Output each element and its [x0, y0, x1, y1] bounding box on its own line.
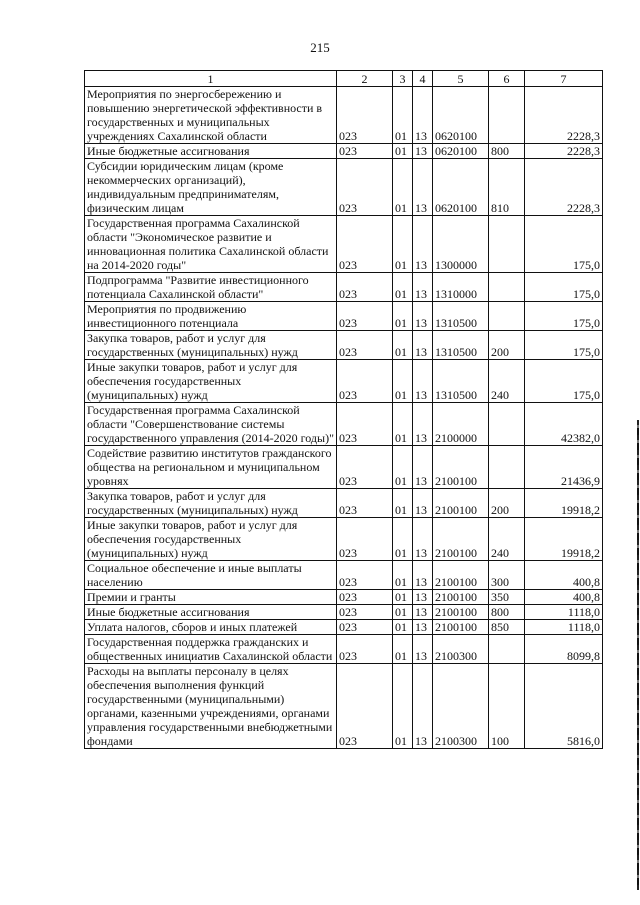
budget-table	[84, 70, 603, 749]
target-article-cell: 2100100	[433, 605, 489, 620]
amount-cell: 2228,3	[525, 159, 603, 216]
subsection-cell: 13	[413, 635, 433, 664]
expense-name-cell: Субсидии юридическим лицам (кроме некоммерческих организаций), индивидуальным предпринимателям, физическим лицам	[85, 159, 337, 216]
amount-cell: 175,0	[525, 273, 603, 302]
section-cell: 01	[393, 590, 413, 605]
target-article-cell: 0620100	[433, 87, 489, 144]
expense-name-cell: Закупка товаров, работ и услуг для государственных (муниципальных) нужд	[85, 489, 337, 518]
table-row	[85, 87, 603, 144]
subsection-cell: 13	[413, 302, 433, 331]
expense-type-cell: 200	[489, 331, 525, 360]
code-cell: 023	[337, 216, 393, 273]
page-number: 215	[310, 40, 330, 55]
section-cell: 01	[393, 273, 413, 302]
table-body	[85, 87, 603, 749]
table-row	[85, 331, 603, 360]
column-header: 2	[337, 71, 393, 87]
expense-name-cell: Содействие развитию институтов гражданского общества на региональном и муниципальном уровнях	[85, 446, 337, 489]
table-row	[85, 403, 603, 446]
table-row	[85, 159, 603, 216]
target-article-cell: 1310500	[433, 360, 489, 403]
target-article-cell: 2100100	[433, 518, 489, 561]
expense-name-cell: Мероприятия по энергосбережению и повышению энергетической эффективности в государственных и муниципальных учреждениях Сахалинской области	[85, 87, 337, 144]
target-article-cell: 1300000	[433, 216, 489, 273]
expense-type-cell	[489, 302, 525, 331]
expense-type-cell: 300	[489, 561, 525, 590]
subsection-cell: 13	[413, 664, 433, 749]
code-cell: 023	[337, 360, 393, 403]
section-cell: 01	[393, 446, 413, 489]
section-cell: 01	[393, 605, 413, 620]
target-article-cell: 2100100	[433, 620, 489, 635]
table-row	[85, 273, 603, 302]
amount-cell: 42382,0	[525, 403, 603, 446]
code-cell: 023	[337, 605, 393, 620]
expense-type-cell: 800	[489, 605, 525, 620]
target-article-cell: 0620100	[433, 159, 489, 216]
code-cell: 023	[337, 403, 393, 446]
expense-name-cell: Государственная программа Сахалинской области "Совершенствование системы государственного управления (2014-2020 годы)"	[85, 403, 337, 446]
subsection-cell: 13	[413, 87, 433, 144]
expense-name-cell: Премии и гранты	[85, 590, 337, 605]
expense-type-cell: 810	[489, 159, 525, 216]
code-cell: 023	[337, 620, 393, 635]
table-row	[85, 635, 603, 664]
subsection-cell: 13	[413, 144, 433, 159]
table-row	[85, 446, 603, 489]
subsection-cell: 13	[413, 489, 433, 518]
subsection-cell: 13	[413, 561, 433, 590]
scan-edge-artifact	[637, 420, 639, 890]
subsection-cell: 13	[413, 159, 433, 216]
expense-type-cell	[489, 87, 525, 144]
table-row	[85, 518, 603, 561]
amount-cell: 175,0	[525, 302, 603, 331]
subsection-cell: 13	[413, 216, 433, 273]
expense-name-cell: Иные бюджетные ассигнования	[85, 605, 337, 620]
code-cell: 023	[337, 273, 393, 302]
target-article-cell: 1310000	[433, 273, 489, 302]
expense-type-cell: 800	[489, 144, 525, 159]
code-cell: 023	[337, 635, 393, 664]
column-header: 7	[525, 71, 603, 87]
amount-cell: 21436,9	[525, 446, 603, 489]
section-cell: 01	[393, 561, 413, 590]
amount-cell: 19918,2	[525, 518, 603, 561]
expense-type-cell: 100	[489, 664, 525, 749]
expense-name-cell: Социальное обеспечение и иные выплаты населению	[85, 561, 337, 590]
table-row	[85, 590, 603, 605]
code-cell: 023	[337, 446, 393, 489]
code-cell: 023	[337, 489, 393, 518]
section-cell: 01	[393, 87, 413, 144]
section-cell: 01	[393, 360, 413, 403]
amount-cell: 400,8	[525, 590, 603, 605]
expense-name-cell: Подпрограмма "Развитие инвестиционного потенциала Сахалинской области"	[85, 273, 337, 302]
section-cell: 01	[393, 159, 413, 216]
section-cell: 01	[393, 216, 413, 273]
amount-cell: 175,0	[525, 331, 603, 360]
table-row	[85, 605, 603, 620]
target-article-cell: 2100300	[433, 635, 489, 664]
subsection-cell: 13	[413, 590, 433, 605]
target-article-cell: 1310500	[433, 302, 489, 331]
expense-name-cell: Иные бюджетные ассигнования	[85, 144, 337, 159]
header-row	[85, 71, 603, 87]
code-cell: 023	[337, 664, 393, 749]
section-cell: 01	[393, 635, 413, 664]
target-article-cell: 2100300	[433, 664, 489, 749]
target-article-cell: 2100100	[433, 446, 489, 489]
target-article-cell: 1310500	[433, 331, 489, 360]
code-cell: 023	[337, 561, 393, 590]
section-cell: 01	[393, 403, 413, 446]
table-row	[85, 216, 603, 273]
target-article-cell: 2100000	[433, 403, 489, 446]
expense-name-cell: Мероприятия по продвижению инвестиционного потенциала	[85, 302, 337, 331]
expense-name-cell: Уплата налогов, сборов и иных платежей	[85, 620, 337, 635]
column-header: 1	[85, 71, 337, 87]
table-row	[85, 302, 603, 331]
subsection-cell: 13	[413, 331, 433, 360]
target-article-cell: 0620100	[433, 144, 489, 159]
expense-name-cell: Иные закупки товаров, работ и услуг для обеспечения государственных (муниципальных) нужд	[85, 360, 337, 403]
expense-type-cell	[489, 635, 525, 664]
expense-type-cell	[489, 216, 525, 273]
expense-type-cell: 240	[489, 518, 525, 561]
expense-type-cell: 350	[489, 590, 525, 605]
subsection-cell: 13	[413, 273, 433, 302]
subsection-cell: 13	[413, 403, 433, 446]
section-cell: 01	[393, 489, 413, 518]
expense-type-cell	[489, 273, 525, 302]
code-cell: 023	[337, 302, 393, 331]
code-cell: 023	[337, 144, 393, 159]
code-cell: 023	[337, 518, 393, 561]
amount-cell: 2228,3	[525, 144, 603, 159]
column-header: 5	[433, 71, 489, 87]
subsection-cell: 13	[413, 518, 433, 561]
expense-type-cell	[489, 446, 525, 489]
section-cell: 01	[393, 144, 413, 159]
target-article-cell: 2100100	[433, 590, 489, 605]
expense-name-cell: Государственная программа Сахалинской области "Экономическое развитие и инновационная политика Сахалинской области на 2014-2020 годы"	[85, 216, 337, 273]
code-cell: 023	[337, 87, 393, 144]
section-cell: 01	[393, 620, 413, 635]
amount-cell: 1118,0	[525, 605, 603, 620]
section-cell: 01	[393, 518, 413, 561]
expense-name-cell: Государственная поддержка гражданских и общественных инициатив Сахалинской области	[85, 635, 337, 664]
target-article-cell: 2100100	[433, 561, 489, 590]
column-header: 3	[393, 71, 413, 87]
table-row	[85, 620, 603, 635]
table-row	[85, 664, 603, 749]
expense-type-cell: 240	[489, 360, 525, 403]
amount-cell: 8099,8	[525, 635, 603, 664]
subsection-cell: 13	[413, 620, 433, 635]
expense-name-cell: Закупка товаров, работ и услуг для государственных (муниципальных) нужд	[85, 331, 337, 360]
expense-type-cell: 200	[489, 489, 525, 518]
table-row	[85, 489, 603, 518]
amount-cell: 5816,0	[525, 664, 603, 749]
subsection-cell: 13	[413, 446, 433, 489]
section-cell: 01	[393, 664, 413, 749]
column-header: 4	[413, 71, 433, 87]
column-header: 6	[489, 71, 525, 87]
code-cell: 023	[337, 590, 393, 605]
amount-cell: 2228,3	[525, 87, 603, 144]
table-row	[85, 561, 603, 590]
code-cell: 023	[337, 331, 393, 360]
amount-cell: 19918,2	[525, 489, 603, 518]
amount-cell: 175,0	[525, 360, 603, 403]
amount-cell: 400,8	[525, 561, 603, 590]
code-cell: 023	[337, 159, 393, 216]
expense-type-cell	[489, 403, 525, 446]
amount-cell: 1118,0	[525, 620, 603, 635]
section-cell: 01	[393, 331, 413, 360]
amount-cell: 175,0	[525, 216, 603, 273]
target-article-cell: 2100100	[433, 489, 489, 518]
expense-name-cell: Иные закупки товаров, работ и услуг для обеспечения государственных (муниципальных) нужд	[85, 518, 337, 561]
subsection-cell: 13	[413, 360, 433, 403]
table-row	[85, 360, 603, 403]
expense-name-cell: Расходы на выплаты персоналу в целях обеспечения выполнения функций государственными (муниципальными) органами, казенными учреждениями, органами управления государственными внебюджетными фондами	[85, 664, 337, 749]
subsection-cell: 13	[413, 605, 433, 620]
section-cell: 01	[393, 302, 413, 331]
table-row	[85, 144, 603, 159]
expense-type-cell: 850	[489, 620, 525, 635]
